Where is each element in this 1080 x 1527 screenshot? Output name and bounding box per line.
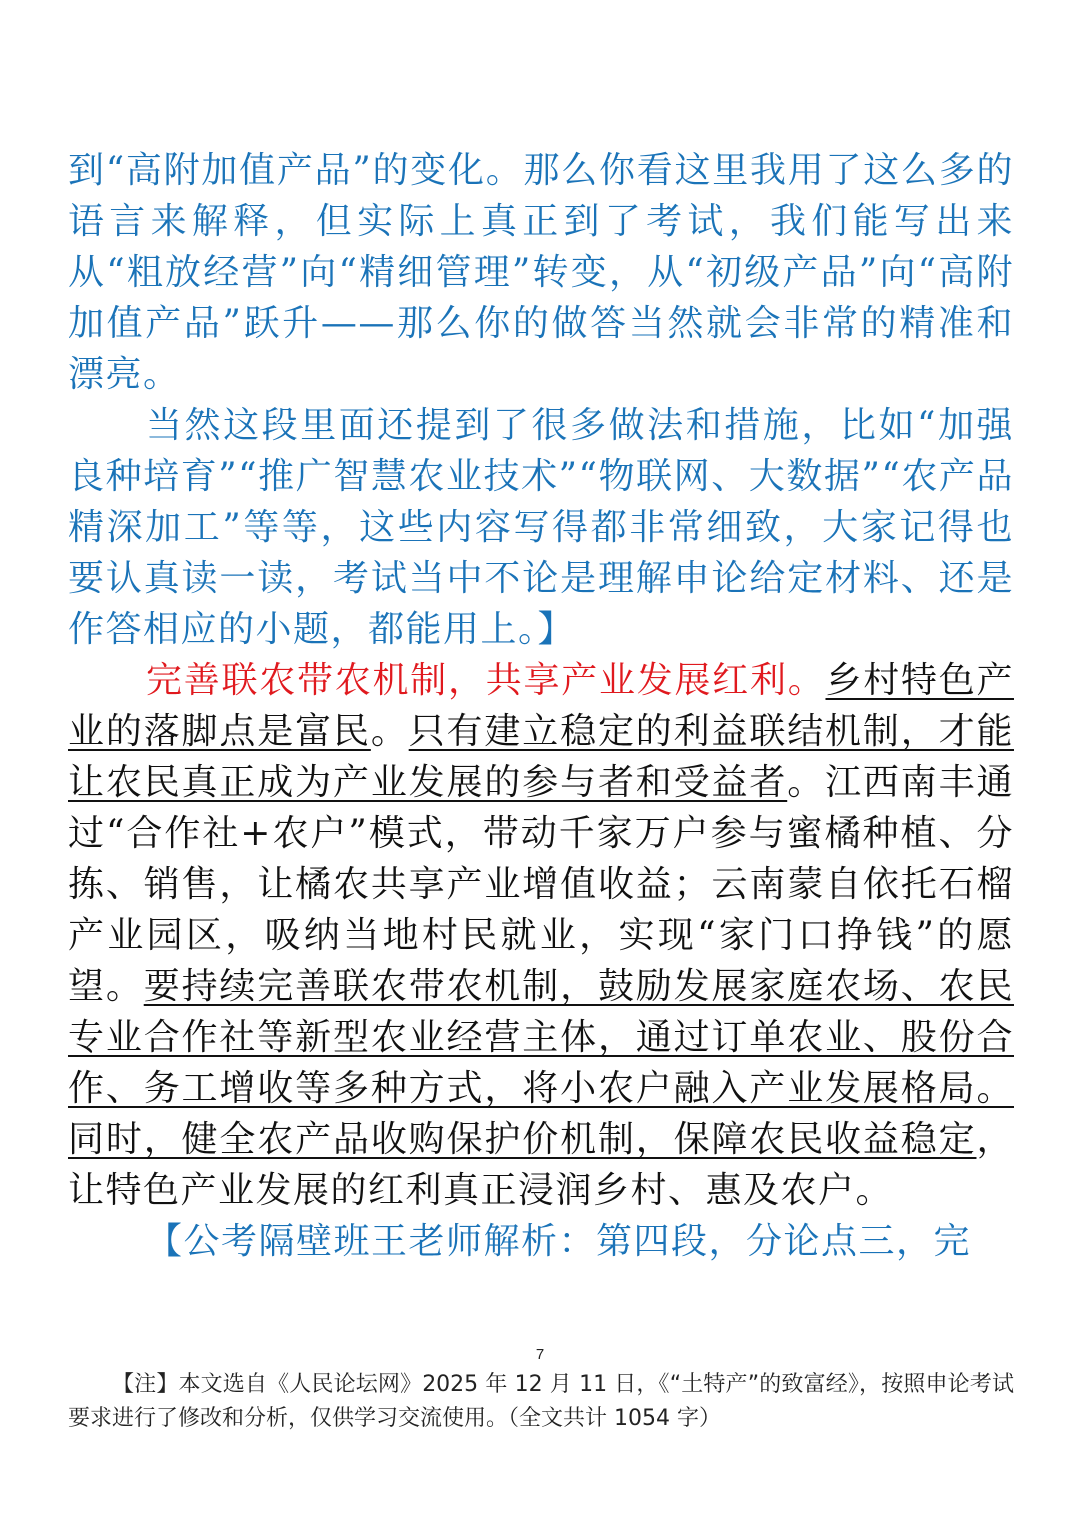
analysis-paragraph-2: 当然这段里面还提到了很多做法和措施，比如“加强良种培育”“推广智慧农业技术”“物联网、大数据”“农产品精深加工”等等，这些内容写得都非常细致，大家记得也要认真读一读，考试当中不论是理解申论给定材料、还是作答相应的小题，都能用上。】 [68, 405, 1014, 650]
source-footnote: 【注】本文选自《人民论坛网》2025 年 12 月 11 日，《“土特产”的致富经》，按照申论考试要求进行了修改和分析，仅供学习交流使用。（全文共计 1054 字） [68, 1372, 1014, 1431]
analysis-paragraph-4: 【公考隔壁班王老师解析：第四段，分论点三，完 [146, 1221, 972, 1262]
sentence-1-end: 。 [370, 711, 409, 752]
underlined-sentence-3: 要持续完善联农带农机制，鼓励发展家庭农场、农民专业合作社等新型农业经营主体，通过订单农业、股份合作、务工增收等多种方式，将小农户融入产业发展格局。同时，健全农产品收购保护价机制，保障农民收益稳定 [68, 966, 1014, 1160]
analysis-paragraph-1: 到“高附加值产品”的变化。那么你看这里我用了这么多的语言来解释，但实际上真正到了考试，我们能写出来从“粗放经营”向“精细管理”转变，从“初级产品”向“高附加值产品”跃升——那么你的做答当然就会非常的精准和漂亮。 [68, 150, 1014, 395]
page-number: 7 [535, 1346, 545, 1363]
underlined-sentence-1: 乡村特色产业的落脚点是富民 [68, 660, 1014, 752]
closing-text: ，让特色产业发展的红利真正浸润乡村、惠及农户。 [68, 1119, 1014, 1211]
paragraph-heading: 完善联农带农机制，共享产业发展红利。 [146, 660, 826, 701]
examples-text: 。江西南丰通过“合作社+农户”模式，带动千家万户参与蜜橘种植、分拣、销售，让橘农共享产业增值收益；云南蒙自依托石榴产业园区，吸纳当地村民就业，实现“家门口挣钱”的愿望。 [68, 762, 1014, 1007]
underlined-sentence-2: 只有建立稳定的利益联结机制，才能让农民真正成为产业发展的参与者和受益者 [68, 711, 1014, 803]
article-body [68, 145, 1014, 1267]
argument-paragraph-3 [68, 655, 1014, 1216]
